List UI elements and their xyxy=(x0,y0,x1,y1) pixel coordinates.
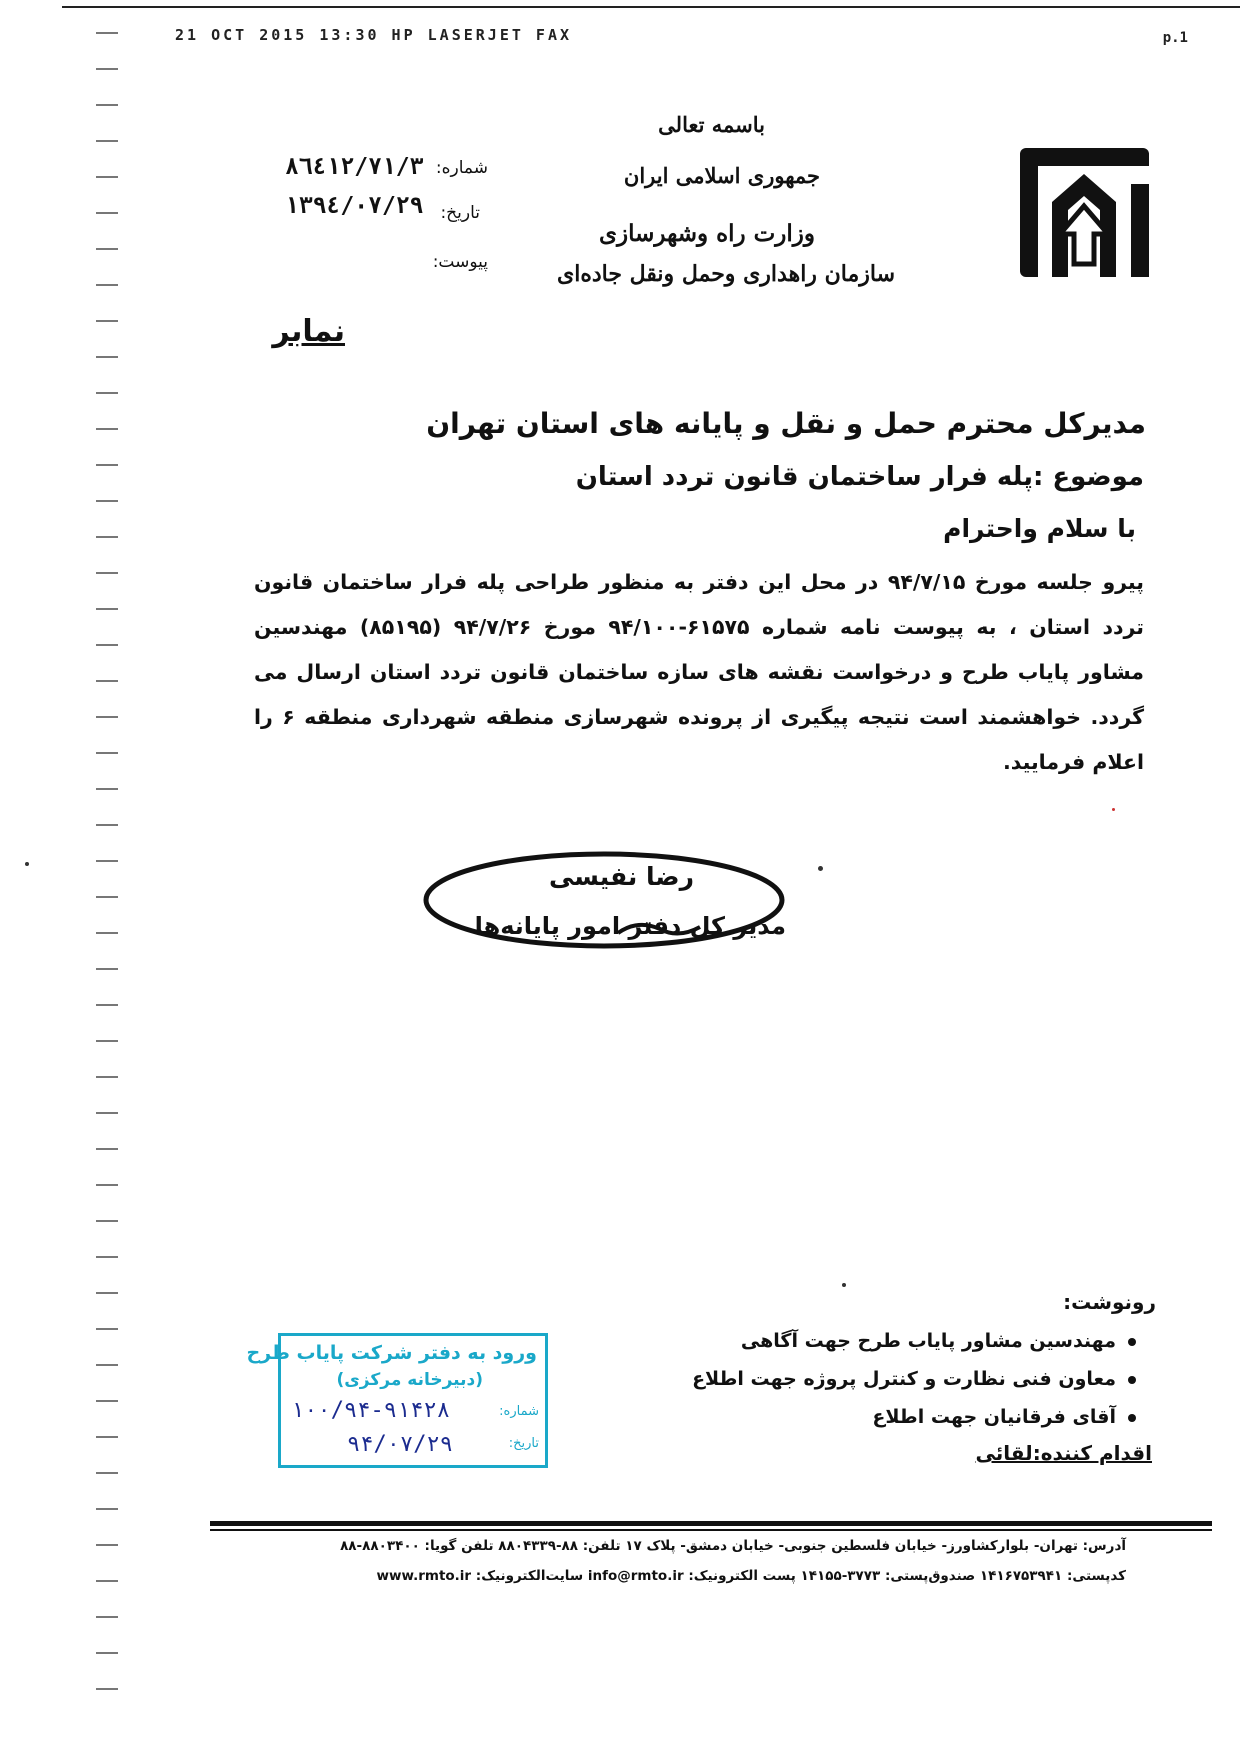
bullet-icon xyxy=(1128,1376,1136,1384)
edge-mark xyxy=(96,1508,118,1510)
edge-mark xyxy=(96,1400,118,1402)
stamp-date-value: ۹۴/۰۷/۲۹ xyxy=(347,1432,453,1457)
edge-mark xyxy=(96,896,118,898)
stamp-date-label: تاریخ: xyxy=(508,1436,539,1451)
edge-mark xyxy=(96,1292,118,1294)
edge-mark xyxy=(96,644,118,646)
fax-top-line xyxy=(62,6,1240,8)
letter-number-label: شماره: xyxy=(435,158,488,178)
stamp-number-label: شماره: xyxy=(499,1404,539,1419)
edge-mark xyxy=(96,932,118,934)
organization-logo-icon xyxy=(1016,144,1153,281)
basmala: باسمه تعالی xyxy=(658,112,765,137)
scan-speck xyxy=(25,862,29,866)
edge-mark xyxy=(96,1184,118,1186)
letter-number-value: ۸٦٤۱۲/۷۱/۳ xyxy=(285,154,424,180)
edge-mark xyxy=(96,572,118,574)
edge-mark xyxy=(96,500,118,502)
footer-rule xyxy=(210,1521,1212,1526)
edge-mark xyxy=(96,356,118,358)
footer-address: آدرس: تهران- بلوارکشاورز- خیابان فلسطین جنوبی- خیابان دمشق- پلاک ۱۷ تلفن: ۸۸-۸۸۰۴۳۳۹ تلفن گویا: ۸۸۰۳۴۰۰-۸۸ xyxy=(340,1538,1126,1554)
footer-contact: کدپستی: ۱۴۱۶۷۵۳۹۴۱ صندوق‌پستی: ۳۷۷۳-۱۴۱۵۵ پست الکترونیک: info@rmto.ir سایت‌الکترونیک: www.rmto.ir xyxy=(376,1568,1126,1584)
edge-mark xyxy=(96,1364,118,1366)
edge-mark xyxy=(96,1580,118,1582)
ministry-name: وزارت راه وشهرسازی xyxy=(599,220,815,247)
attachment-label: پیوست: xyxy=(432,252,488,272)
edge-mark xyxy=(96,608,118,610)
edge-mark xyxy=(96,1436,118,1438)
edge-mark xyxy=(96,212,118,214)
organization-name: سازمان راهداری وحمل ونقل جاده‌ای xyxy=(557,261,895,287)
edge-mark xyxy=(96,716,118,718)
edge-mark xyxy=(96,140,118,142)
document-type: نمابر xyxy=(272,314,345,349)
edge-mark xyxy=(96,1220,118,1222)
edge-mark xyxy=(96,536,118,538)
scan-speck xyxy=(842,1283,846,1287)
edge-mark xyxy=(96,1688,118,1690)
cc-title: رونوشت: xyxy=(1063,1290,1156,1314)
scan-speck xyxy=(818,866,823,871)
letter-body: پیرو جلسه مورخ ۹۴/۷/۱۵ در محل این دفتر به منظور طراحی پله فرار ساختمان قانون تردد استان ، به پیوست نامه شماره ۶۱۵۷۵-۹۴/۱۰۰ مورخ ۹۴/۷/۲۶ (۸۵۱۹۵) مهندسین مشاور پایاب طرح و درخواست نقشه های سازه ساختمان قانون تردد استان ارسال می گردد. خواهشمند است نتیجه پیگیری از پرونده شهرسازی منطقه شهرداری منطقه ۶ را اعلام فرمایید. xyxy=(254,570,1145,774)
greeting: با سلام واحترام xyxy=(943,514,1136,543)
edge-mark xyxy=(96,1544,118,1546)
edge-mark xyxy=(96,176,118,178)
cc-item: معاون فنی نظارت و کنترل پروژه جهت اطلاع xyxy=(692,1360,1136,1398)
received-stamp xyxy=(246,1333,548,1468)
edge-mark xyxy=(96,1616,118,1618)
stamp-title: ورود به دفتر شرکت پایاب طرح xyxy=(246,1342,537,1364)
edge-mark xyxy=(96,1472,118,1474)
bullet-icon xyxy=(1128,1338,1136,1346)
signer-name: رضا نفیسی xyxy=(549,862,694,891)
edge-mark xyxy=(96,860,118,862)
cc-list xyxy=(692,1322,1136,1436)
stamp-subtitle: (دبیرخانه مرکزی) xyxy=(336,1370,483,1390)
edge-mark xyxy=(96,1652,118,1654)
edge-mark xyxy=(96,752,118,754)
bullet-icon xyxy=(1128,1414,1136,1422)
recipient: مدیرکل محترم حمل و نقل و پایانه های استان تهران xyxy=(426,407,1146,440)
cc-item: آقای فرقانیان جهت اطلاع xyxy=(692,1398,1136,1436)
letter-date-value: ۱۳۹٤/۰۷/۲۹ xyxy=(285,193,424,219)
edge-mark xyxy=(96,392,118,394)
subject: موضوع :پله فرار ساختمان قانون تردد استان xyxy=(575,462,1144,492)
edge-mark xyxy=(96,788,118,790)
edge-mark xyxy=(96,104,118,106)
edge-mark xyxy=(96,32,118,34)
fax-header-text: 21 OCT 2015 13:30 HP LASERJET FAX xyxy=(175,26,573,44)
scan-speck xyxy=(1112,808,1115,811)
letter-date-label: تاریخ: xyxy=(440,203,480,223)
edge-mark xyxy=(96,968,118,970)
paper-edge-marks xyxy=(96,32,118,1732)
edge-mark xyxy=(96,428,118,430)
fax-page-number: p.1 xyxy=(1162,30,1188,46)
cc-item: مهندسین مشاور پایاب طرح جهت آگاهی xyxy=(692,1322,1136,1360)
edge-mark xyxy=(96,824,118,826)
edge-mark xyxy=(96,248,118,250)
edge-mark xyxy=(96,68,118,70)
edge-mark xyxy=(96,284,118,286)
footer-rule xyxy=(210,1529,1212,1531)
edge-mark xyxy=(96,1256,118,1258)
edge-mark xyxy=(96,1328,118,1330)
action-by: اقدام کننده:لقائی xyxy=(975,1441,1152,1465)
edge-mark xyxy=(96,464,118,466)
signer-title: مدیر کل دفتر امور پایانه‌ها xyxy=(474,912,786,940)
edge-mark xyxy=(96,1112,118,1114)
republic-name: جمهوری اسلامی ایران xyxy=(623,163,820,188)
stamp-number-value: ۱۰۰/۹۴-۹۱۴۲۸ xyxy=(291,1398,450,1423)
edge-mark xyxy=(96,320,118,322)
edge-mark xyxy=(96,1004,118,1006)
edge-mark xyxy=(96,680,118,682)
edge-mark xyxy=(96,1076,118,1078)
edge-mark xyxy=(96,1148,118,1150)
edge-mark xyxy=(96,1040,118,1042)
